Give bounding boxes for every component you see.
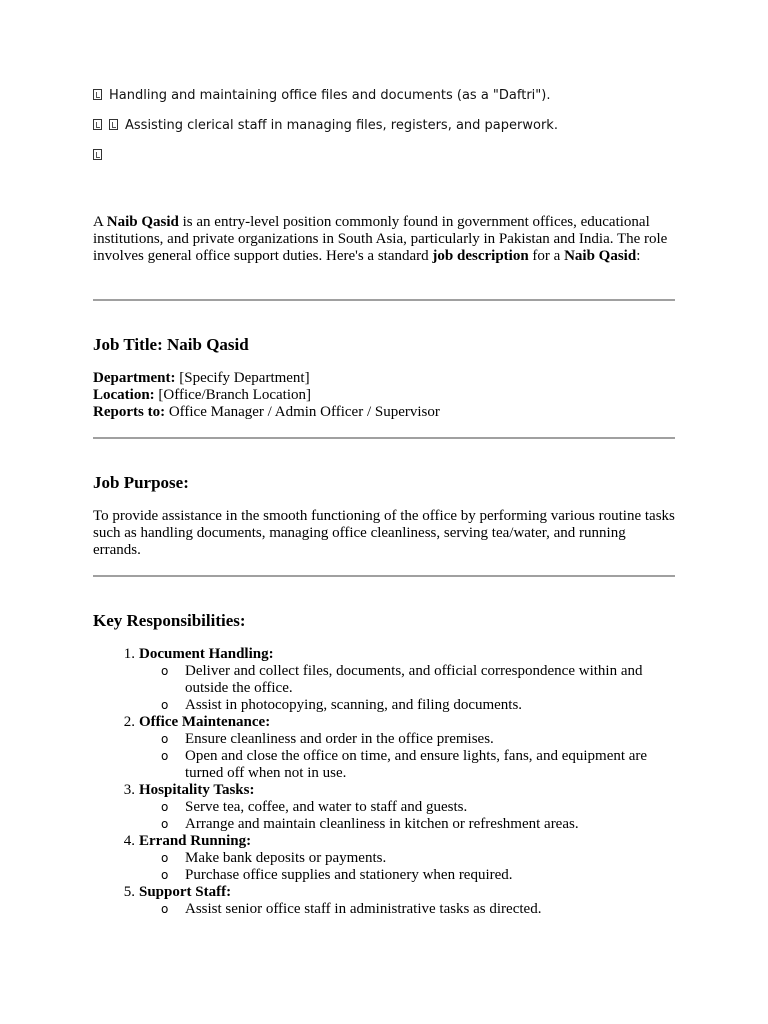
top-lines <box>93 86 693 176</box>
sub-list-item <box>139 901 675 918</box>
sub-list-item <box>139 867 675 884</box>
list-number: 4. <box>123 833 135 849</box>
location-line <box>93 387 675 404</box>
department-value: [Specify Department] <box>175 370 310 386</box>
responsibility-item <box>93 833 675 884</box>
intro-text: is an entry-level position commonly found in government offices, educational institutions, and private organizations in South Asia, particularly in Pakistan and India. The role involves general office support duties. Here's a standard <box>93 214 668 264</box>
job-purpose-text: To provide assistance in the smooth functioning of the office by performing various routine tasks such as handling documents, managing office cleanliness, serving tea/water, and running errands. <box>93 508 675 558</box>
intro-text: A <box>93 214 107 230</box>
responsibility-title: Hospitality Tasks: <box>139 782 255 798</box>
sub-list-item <box>139 731 675 748</box>
sub-list-item <box>139 663 675 697</box>
intro-bold: Naib Qasid <box>106 214 179 230</box>
hollow-bullet-icon: o <box>161 851 169 865</box>
top-line-2 <box>93 116 693 146</box>
sub-list-text: Make bank deposits or payments. <box>185 850 387 866</box>
missing-glyph-icon <box>93 89 102 100</box>
hollow-bullet-icon: o <box>161 698 169 712</box>
hollow-bullet-icon: o <box>161 732 169 746</box>
department-label: Department: <box>93 370 176 386</box>
job-meta <box>93 370 675 421</box>
sub-list-text: Serve tea, coffee, and water to staff and guests. <box>185 799 468 815</box>
reports-label: Reports to: <box>93 404 166 420</box>
location-label: Location: <box>93 387 155 403</box>
sub-list <box>139 901 675 918</box>
sub-list <box>139 799 675 833</box>
missing-glyph-icon <box>93 119 102 130</box>
top-line-1 <box>93 86 693 116</box>
responsibility-title: Errand Running: <box>139 833 252 849</box>
divider <box>93 437 675 439</box>
responsibility-title: Office Maintenance: <box>139 714 271 730</box>
sub-list-text: Assist in photocopying, scanning, and filing documents. <box>185 697 523 713</box>
job-purpose-heading: Job Purpose: <box>93 473 189 492</box>
job-title-heading: Job Title: Naib Qasid <box>93 335 249 354</box>
intro-text: for a <box>528 248 565 264</box>
divider <box>93 575 675 577</box>
sub-list <box>139 850 675 884</box>
reports-value: Office Manager / Admin Officer / Supervisor <box>165 404 440 420</box>
intro-text: : <box>636 248 641 264</box>
list-number: 1. <box>123 646 135 662</box>
responsibility-title: Support Staff: <box>139 884 232 900</box>
list-number: 2. <box>123 714 135 730</box>
sub-list-text: Assist senior office staff in administrative tasks as directed. <box>185 901 542 917</box>
sub-list-item <box>139 799 675 816</box>
divider <box>93 299 675 301</box>
department-line <box>93 370 675 387</box>
hollow-bullet-icon: o <box>161 868 169 882</box>
location-value: [Office/Branch Location] <box>154 387 311 403</box>
intro-bold: Naib Qasid <box>564 248 637 264</box>
sub-list-item <box>139 816 675 833</box>
sub-list-item <box>139 748 675 782</box>
sub-list <box>139 731 675 782</box>
sub-list-text: Arrange and maintain cleanliness in kitchen or refreshment areas. <box>185 816 579 832</box>
hollow-bullet-icon: o <box>161 664 169 678</box>
top-line-text: Handling and maintaining office files and documents (as a "Daftri"). <box>109 88 551 103</box>
key-responsibilities-heading: Key Responsibilities: <box>93 611 246 630</box>
sub-list <box>139 663 675 714</box>
sub-list-item <box>139 850 675 867</box>
top-line-3 <box>93 146 693 176</box>
sub-list-text: Ensure cleanliness and order in the office premises. <box>185 731 494 747</box>
sub-list-text: Deliver and collect files, documents, and official correspondence within and outside the office. <box>185 663 643 696</box>
top-line-text: Assisting clerical staff in managing files, registers, and paperwork. <box>125 118 558 133</box>
intro-bold: job description <box>432 248 529 264</box>
responsibility-item <box>93 782 675 833</box>
responsibility-item <box>93 646 675 714</box>
intro-paragraph <box>93 214 675 265</box>
hollow-bullet-icon: o <box>161 902 169 916</box>
responsibility-item <box>93 884 675 918</box>
sub-list-item <box>139 697 675 714</box>
sub-list-text: Purchase office supplies and stationery when required. <box>185 867 513 883</box>
list-number: 3. <box>123 782 135 798</box>
missing-glyph-icon <box>93 149 102 160</box>
hollow-bullet-icon: o <box>161 749 169 763</box>
responsibility-title: Document Handling: <box>139 646 274 662</box>
hollow-bullet-icon: o <box>161 817 169 831</box>
sub-list-text: Open and close the office on time, and ensure lights, fans, and equipment are turned off when not in use. <box>185 748 648 781</box>
missing-glyph-icon <box>109 119 118 130</box>
list-number: 5. <box>123 884 135 900</box>
responsibilities-list <box>93 646 675 918</box>
reports-line <box>93 404 675 421</box>
hollow-bullet-icon: o <box>161 800 169 814</box>
responsibility-item <box>93 714 675 782</box>
